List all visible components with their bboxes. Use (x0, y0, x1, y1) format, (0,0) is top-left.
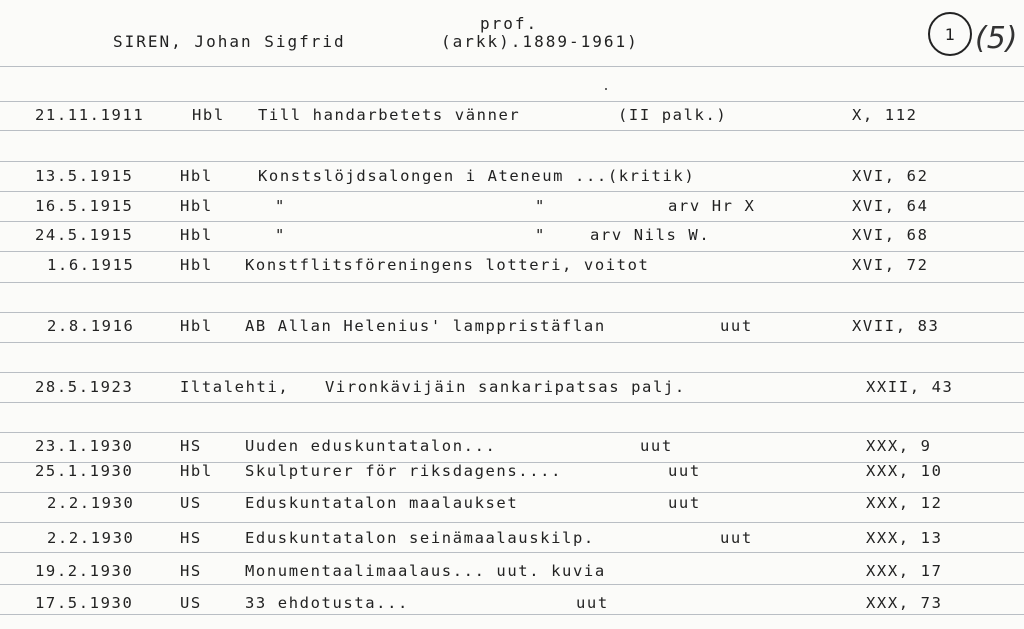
entry-source: Iltalehti, (180, 378, 290, 396)
entry-title: Eduskuntatalon maalaukset (245, 494, 519, 512)
entry-title-ditto: " (275, 197, 286, 215)
entry-ref: XXX, 10 (866, 462, 943, 480)
life-years: (arkk).1889-1961) (441, 32, 639, 51)
entry-title: Konstslöjdsalongen i Ateneum ...(kritik) (258, 167, 696, 185)
entry-note: uut (720, 317, 753, 335)
entry-source: Hbl (192, 106, 225, 124)
card-number-badge (928, 12, 972, 56)
entry-source: US (180, 594, 202, 612)
entry-note: uut (640, 437, 673, 455)
entry-source: US (180, 494, 202, 512)
entry-date: 16.5.1915 (35, 197, 134, 215)
rule-line (0, 130, 1024, 131)
rule-line (0, 432, 1024, 433)
entry-title: Vironkävijäin sankaripatsas palj. (325, 378, 686, 396)
entry-ref: XXX, 17 (866, 562, 943, 580)
entry-date: 1.6.1915 (47, 256, 135, 274)
rule-line (0, 282, 1024, 283)
entry-date: 19.2.1930 (35, 562, 134, 580)
entry-ditto: " (535, 197, 546, 215)
entry-source: Hbl (180, 256, 213, 274)
entry-date: 21.11.1911 (35, 106, 145, 124)
entry-ref: X, 112 (852, 106, 918, 124)
entry-note: uut (720, 529, 753, 547)
entry-ditto: " (535, 226, 546, 244)
rule-line (0, 221, 1024, 222)
rule-line (0, 372, 1024, 373)
rule-line (0, 614, 1024, 615)
entry-source: HS (180, 562, 202, 580)
entry-note: uut (668, 462, 701, 480)
entry-date: 25.1.1930 (35, 462, 134, 480)
rule-line (0, 522, 1024, 523)
entry-title: 33 ehdotusta... (245, 594, 409, 612)
entry-date: 13.5.1915 (35, 167, 134, 185)
rule-line (0, 402, 1024, 403)
entry-ref: XXII, 43 (866, 378, 954, 396)
entry-ref: XVI, 62 (852, 167, 929, 185)
entry-date: 2.2.1930 (47, 529, 135, 547)
entry-source: Hbl (180, 462, 213, 480)
rule-line (0, 342, 1024, 343)
entry-date: 28.5.1923 (35, 378, 134, 396)
entry-title-ditto: " (275, 226, 286, 244)
entry-source: Hbl (180, 317, 213, 335)
entry-title: AB Allan Helenius' lamppristäflan (245, 317, 606, 335)
rule-line (0, 101, 1024, 102)
person-name: SIREN, Johan Sigfrid (113, 32, 346, 51)
card-number: 1 (944, 24, 956, 44)
rule-line (0, 66, 1024, 67)
entry-source: Hbl (180, 226, 213, 244)
entry-ref: XXX, 9 (866, 437, 932, 455)
entry-source: HS (180, 529, 202, 547)
rule-line (0, 161, 1024, 162)
entry-ref: XXX, 12 (866, 494, 943, 512)
rule-line (0, 552, 1024, 553)
entry-date: 2.2.1930 (47, 494, 135, 512)
entry-ref: XVI, 68 (852, 226, 929, 244)
entry-ref: XXX, 73 (866, 594, 943, 612)
rule-line (0, 492, 1024, 493)
rule-line (0, 584, 1024, 585)
entry-title: Skulpturer för riksdagens.... (245, 462, 563, 480)
entry-date: 24.5.1915 (35, 226, 134, 244)
entry-source: HS (180, 437, 202, 455)
entry-source: Hbl (180, 167, 213, 185)
title-overwrite: prof. (480, 14, 539, 33)
card-total: (5) (975, 21, 1018, 56)
entry-ref: XVI, 64 (852, 197, 929, 215)
entry-ref: XXX, 13 (866, 529, 943, 547)
entry-note: uut (576, 594, 609, 612)
entry-date: 23.1.1930 (35, 437, 134, 455)
entry-note: uut (668, 494, 701, 512)
entry-ref: XVII, 83 (852, 317, 940, 335)
entry-note: arv Nils W. (590, 226, 711, 244)
entry-title: Till handarbetets vänner (258, 106, 521, 124)
entry-source: Hbl (180, 197, 213, 215)
entry-note: arv Hr X (668, 197, 756, 215)
entry-title: Uuden eduskuntatalon... (245, 437, 497, 455)
entry-title: Eduskuntatalon seinämaalauskilp. (245, 529, 595, 547)
rule-line (0, 251, 1024, 252)
entry-title: Konstflitsföreningens lotteri, voitot (245, 256, 650, 274)
entry-title: Monumentaalimaalaus... uut. kuvia (245, 562, 606, 580)
entry-ref: XVI, 72 (852, 256, 929, 274)
entry-date: 2.8.1916 (47, 317, 135, 335)
stray-mark (605, 88, 607, 90)
rule-line (0, 312, 1024, 313)
entry-date: 17.5.1930 (35, 594, 134, 612)
entry-note: (II palk.) (618, 106, 728, 124)
rule-line (0, 191, 1024, 192)
